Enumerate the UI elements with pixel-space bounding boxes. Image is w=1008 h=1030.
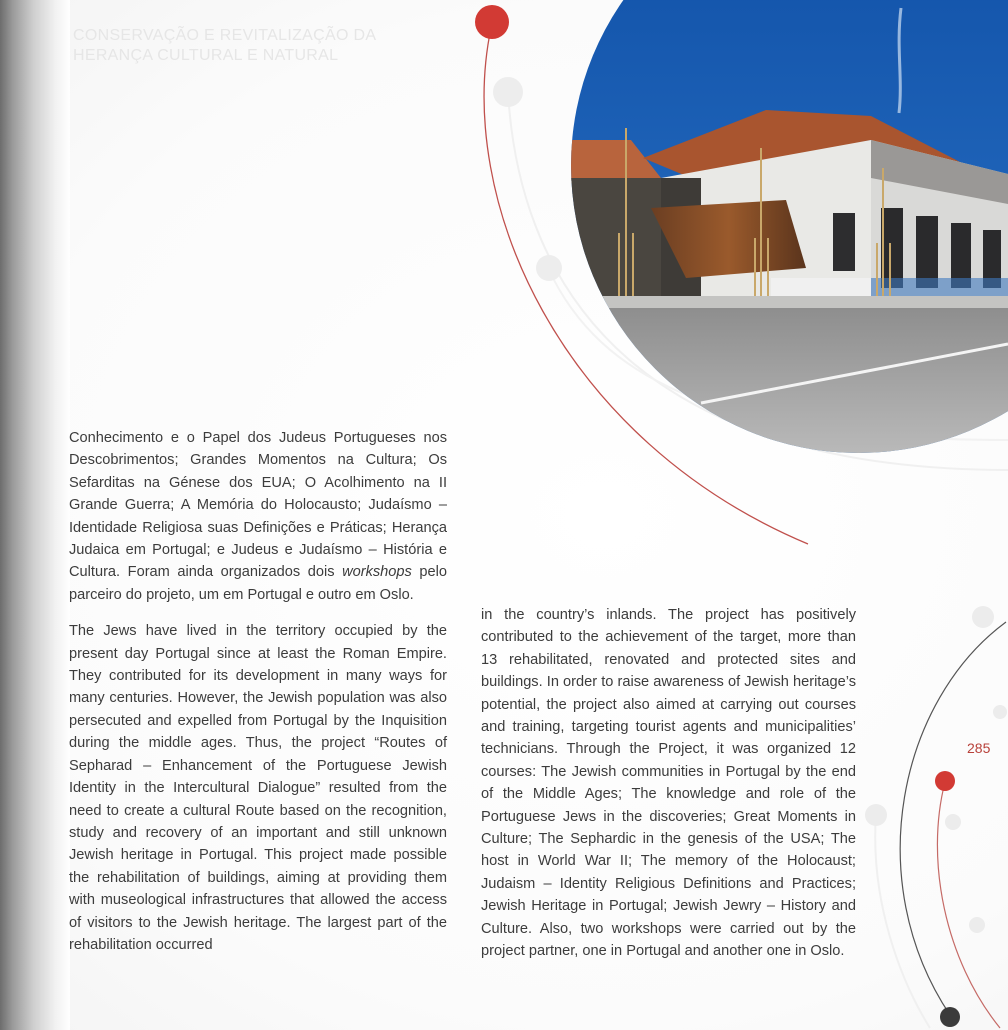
contrail xyxy=(899,8,901,113)
portuguese-paragraph xyxy=(69,427,447,606)
book-spine-shadow xyxy=(0,0,70,1030)
left-text-column xyxy=(69,427,447,956)
page-number: 285 xyxy=(967,740,991,756)
building-photo xyxy=(571,0,1008,453)
sidewalk xyxy=(571,296,1008,308)
door xyxy=(833,213,855,271)
pt-text-before: Conhecimento e o Papel dos Judeus Portugueses nos Descobrimentos; Grandes Momentos na Cultura; Os Sefarditas na Génese dos EUA; O Acolhimento na II Grande Guerra; A Memória do Holocausto; Judaísmo – Identidade Religiosa suas Definições e Práticas; Herança Judaica em Portugal; e Judeus e Judaísmo – História e Cultura. Foram ainda organizados dois xyxy=(69,430,447,581)
blue-plinth xyxy=(871,278,1008,296)
left-wall xyxy=(571,178,661,298)
english-paragraph-right: in the country’s inlands. The project has positively contributed to the achievement of the target, more than 13 rehabilitated, renovated and protected sites and buildings. In order to raise awareness of Jewish heritage’s potential, the project also aimed at carrying out courses and training, targeting tourist agents and municipalities’ technicians. Through the Project, it was organized 12 courses: The Jewish communities in Portugal by the end of the Middle Ages; The knowledge and role of the Portuguese Jews in the discoveries; Great Moments in Culture; The Sephardic in the genesis of the USA; The host in World War II; The memory of the Holocaust; Judaism – Identity Religious Definitions and Practices; Jewish Heritage in Portugal; Jewish Jewry – History and Culture. Also, two workshops were carried out by the project partner, one in Portugal and another one in Oslo. xyxy=(481,607,856,960)
road xyxy=(571,308,1008,453)
section-header xyxy=(73,26,433,66)
english-paragraph-left: The Jews have lived in the territory occupied by the present day Portugal since at least the Roman Empire. They contributed for its development in many ways for many centuries. However, the Jewish population was also persecuted and expelled from Portugal by the Inquisition during the middle ages. Thus, the project “Routes of Sepharad – Enhancement of the Portuguese Jewish Identity in the Intercultural Dialogue” resulted from the need to create a cultural Route based on the recognition, study and recovery of an important and still unknown Jewish heritage in Portugal. This project made possible the rehabilitation of buildings, aiming at providing them with museological infrastructures that allowed the access of visitors to the Jewish heritage. The largest part of the rehabilitation occurred xyxy=(69,623,447,953)
pt-text-emphasis: workshops xyxy=(342,564,412,581)
right-text-column xyxy=(481,604,856,963)
section-title-line-1: CONSERVAÇÃO E REVITALIZAÇÃO DA xyxy=(73,27,377,44)
section-title-line-2: HERANÇA CULTURAL E NATURAL xyxy=(73,47,339,64)
pt-text-after: pelo parceiro do projeto, um em Portugal e outro em Oslo. xyxy=(69,564,447,603)
